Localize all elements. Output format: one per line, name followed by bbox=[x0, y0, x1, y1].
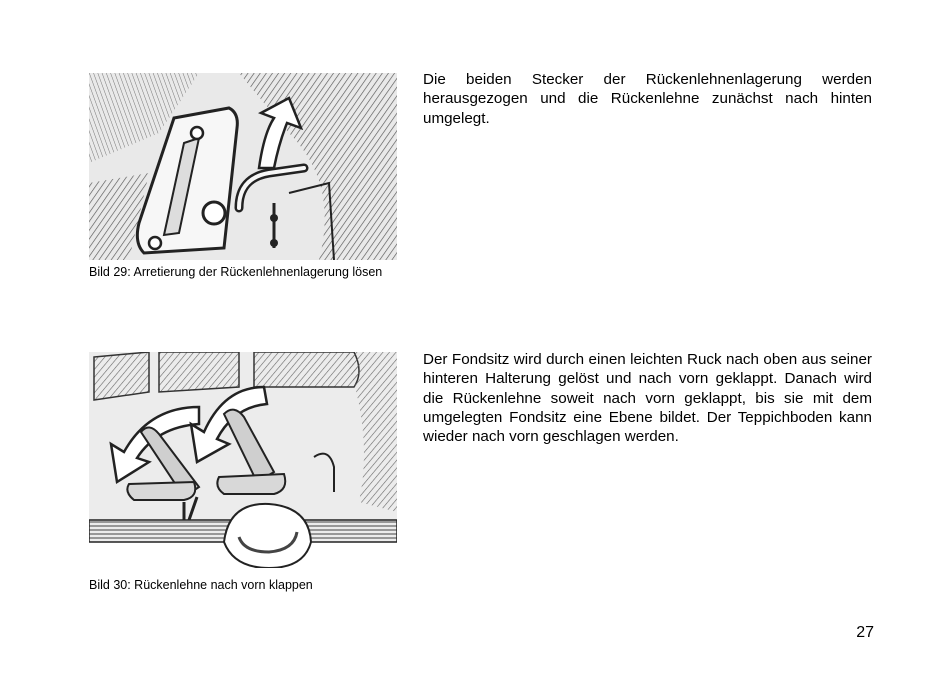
paragraph-1: Die beiden Stecker der Rückenlehnenlagerung werden herausgezogen und die Rückenlehne zunächst nach hinten umgelegt. bbox=[423, 71, 872, 127]
page-number: 27 bbox=[856, 624, 874, 641]
figure-30-illustration bbox=[89, 352, 397, 568]
figure-30-caption: Bild 30: Rückenlehne nach vorn klappen bbox=[89, 578, 313, 592]
figure-29-illustration bbox=[89, 73, 397, 260]
paragraph-2: Der Fondsitz wird durch einen leichten Ruck nach oben aus seiner hinteren Halterung gelöst und nach vorn geklappt. Danach wird die Rückenlehne soweit nach vorn geklappt, bis sie mit dem umgelegten Fondsitz eine Ebene bildet. Der Teppichboden kann wieder nach vorn geschlagen werden. bbox=[423, 351, 872, 446]
figure-29-caption: Bild 29: Arretierung der Rückenlehnenlagerung lösen bbox=[89, 265, 383, 279]
